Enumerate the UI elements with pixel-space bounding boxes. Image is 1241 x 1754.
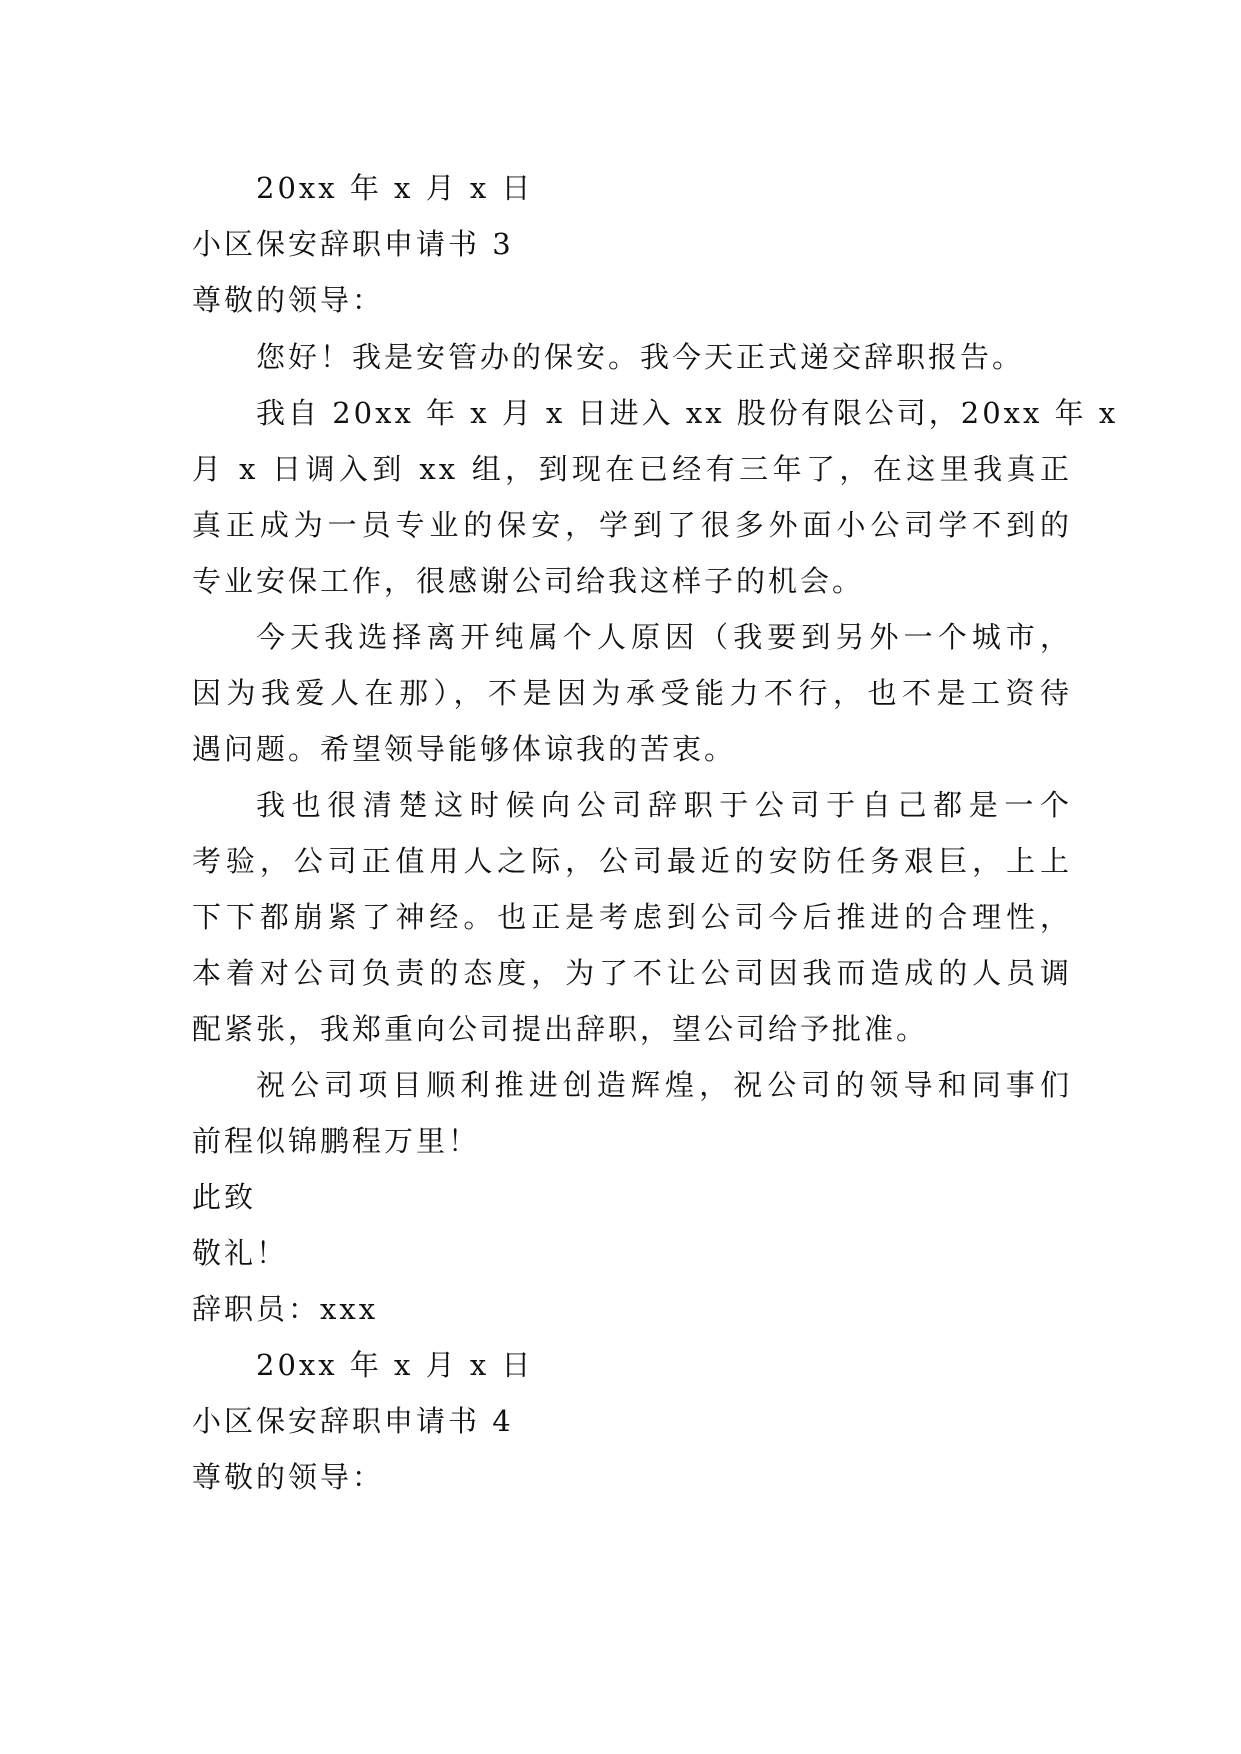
paragraph-line: 专业安保工作，很感谢公司给我这样子的机会。 <box>192 564 865 598</box>
paragraph-line: 前程似锦鹏程万里！ <box>192 1124 481 1158</box>
date-line: 20xx 年 x 月 x 日 <box>256 1348 534 1382</box>
paragraph-line: 因为我爱人在那），不是因为承受能力不行，也不是工资待 <box>192 676 1072 710</box>
section-title: 小区保安辞职申请书 4 <box>192 1404 514 1438</box>
paragraph-line: 月 x 日调入到 xx 组，到现在已经有三年了，在这里我真正 <box>192 452 1072 486</box>
salutation: 尊敬的领导： <box>192 283 385 317</box>
paragraph-line: 我自 20xx 年 x 月 x 日进入 xx 股份有限公司，20xx 年 x <box>256 396 1119 430</box>
salutation: 尊敬的领导： <box>192 1460 385 1494</box>
paragraph-line: 本着对公司负责的态度，为了不让公司因我而造成的人员调 <box>192 956 1072 990</box>
section-title: 小区保安辞职申请书 3 <box>192 227 514 261</box>
closing-regards: 敬礼！ <box>192 1236 289 1270</box>
paragraph-line: 我也很清楚这时候向公司辞职于公司于自己都是一个 <box>256 788 1072 822</box>
paragraph-line: 下下都崩紧了神经。也正是考虑到公司今后推进的合理性， <box>192 900 1072 934</box>
paragraph-line: 考验，公司正值用人之际，公司最近的安防任务艰巨，上上 <box>192 844 1072 878</box>
paragraph-line: 真正成为一员专业的保安，学到了很多外面小公司学不到的 <box>192 508 1072 542</box>
paragraph-line: 配紧张，我郑重向公司提出辞职，望公司给予批准。 <box>192 1012 929 1046</box>
paragraph-line: 遇问题。希望领导能够体谅我的苦衷。 <box>192 732 737 766</box>
signature-line: 辞职员：xxx <box>192 1292 379 1326</box>
date-line: 20xx 年 x 月 x 日 <box>256 171 534 205</box>
paragraph-line: 今天我选择离开纯属个人原因（我要到另外一个城市， <box>256 620 1072 654</box>
paragraph-line: 祝公司项目顺利推进创造辉煌，祝公司的领导和同事们 <box>256 1068 1072 1102</box>
paragraph-line: 您好！我是安管办的保安。我今天正式递交辞职报告。 <box>256 340 1025 374</box>
closing-line: 此致 <box>192 1180 257 1214</box>
